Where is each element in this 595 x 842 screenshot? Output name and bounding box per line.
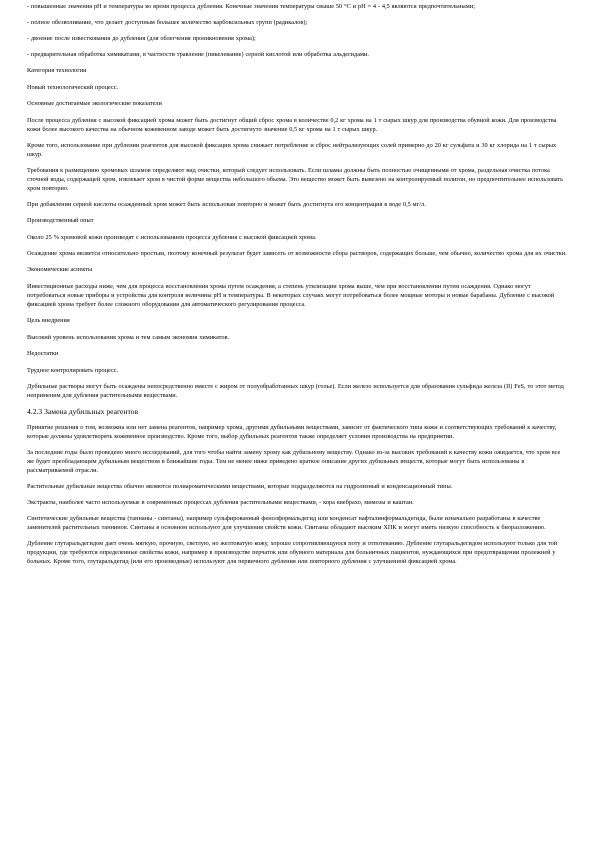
paragraph-difficult-control: Трудное контролировать процесс. bbox=[27, 367, 119, 374]
paragraph-recent-research: За последние годы было проведено много исследований, для того чтобы найти замену хрому как дубильному веществу. Однако из-за высоких требований к качеству кожи ожидается, что хром все же будет преобладающим дубильным веществом в ближайшие годы. Тем не менее ниже приведено краткое описание других дубильных веществ, которые могут быть использованы в рассматриваемой отрасли. bbox=[27, 449, 561, 474]
heading-environmental-indicators: Основные достигаемые экологические показатели bbox=[27, 100, 162, 107]
paragraph-investment-costs: Инвестиционные расходы ниже, чем для процесса восстановления хрома путем осаждения, а степень утилизации хрома выше, чем при восстановлении путем осаждения. Однако могут потребоваться новые приборы и устройства для контроля величины pH и температуры. В некоторых случаях могут потребоваться более мощные моторы и новые барабаны. Дубление с высокой фиксацией хрома требует более сложного оборудования для автоматического регулирования процесса. bbox=[27, 283, 555, 308]
paragraph-splitting: - двоение после известкования до дубления (для облегчения проникновения хрома); bbox=[27, 35, 256, 42]
paragraph-extracts: Экстракты, наиболее часто используемые в современных процессах дубления растительными веществами, - кора квебрахо, мимозы и каштан. bbox=[27, 499, 414, 506]
heading-technology-category: Категория технологии bbox=[27, 67, 87, 74]
paragraph-precipitation: Осаждение хрома является относительно простым, поэтому конечный результат будет зависеть от возможности сбора растворов, содержащих больше, чем обычно, количество хрома для их очистки. bbox=[27, 250, 567, 257]
paragraph-chrome-usage: Высокий уровень использования хрома и тем самым экономия химикатов. bbox=[27, 334, 230, 341]
paragraph-neutralizing-salts: Кроме того, использование при дублении реагентов для высокой фиксации хрома снижает потребление и сброс нейтрализующих солей примерно до 20 кг сульфата и 30 кг хлорида на 1 т сырых шкур. bbox=[27, 142, 557, 158]
paragraph-sludge-requirements: Требования к размещению хромовых шламов определяют вид очистки, который следует использовать. Если шламы должны быть полностью очищенными от хрома, раздельная очистка потока сточной воды, содержащей хром, извлекает хром в чистой форме вещества небольшого объема. Это вещество может быть вывезено на контролируемый полигон, но предпочтительнее использовать хром повторно. bbox=[27, 167, 564, 192]
heading-implementation-goal: Цель внедрения bbox=[27, 317, 70, 324]
section-heading-4-2-3: 4.2.3 Замена дубильных реагентов bbox=[27, 407, 139, 416]
heading-production-experience: Производственный опыт bbox=[27, 217, 94, 224]
heading-disadvantages: Недостатки bbox=[27, 350, 59, 357]
paragraph-synthetic-tannins: Синтетические дубильные вещества (таннаны - синтаны), например сульфированный фенолформальдегид или конденсат нафталинформальдегида, были изначально разработаны в качестве заменителей растительных таннинов. Синтаны в основном используют для улучшения свойств кожи. Синтаны обладают высоким ХПК и могут иметь низкую способность к биоразложению. bbox=[27, 515, 546, 531]
paragraph-full-deliming: - полное обезволивание, что делает доступным большее количество карбоксильных групп (радикалов); bbox=[27, 19, 308, 26]
paragraph-new-process: Новый технологический процесс. bbox=[27, 84, 119, 91]
paragraph-sulfuric-acid: При добавлении серной кислоты осажденный хром может быть использован повторно и может быть достигнута его концентрация в воде 0,5 мг/л. bbox=[27, 201, 426, 208]
paragraph-glutaraldehyde: Дубление глутаральдегидом дает очень мягкую, прочную, светлую, но желтоватую кожу, хорошо сопротивляющуюся поту и отпотеванию. Дубление глутаральдегидом используют только для той продукции, где требуются определенные свойства кожи, например в производстве перчаток или обувного материала для больничных пациентов, нуждающихся при предотвращении пролежней у больных. Кроме того, глутаральдегид (или его производные) используют для первичного дубления или повторного дубления с улучшенной фиксацией хрома. bbox=[27, 540, 558, 565]
paragraph-vegetable-tannins: Растительные дубильные вещества обычно являются полиароматическими веществами, которые подразделяются на гидролизный и конденсационный типы. bbox=[27, 483, 453, 490]
paragraph-pretreatment: - предварительная обработка химикатами, в частности травление (пикелевание) серной кислотой или обработка альдегидами. bbox=[27, 51, 369, 58]
paragraph-replacement-decision: Принятие решения о том, возможна или нет замена реагентов, например хрома, другими дубильными веществами, зависит от фактического типа кожи и соответствующих требований к качеству, которые должны удовлетворять кожевенное производство. Кроме того, выбор дубильных реагентов также определяет условия производства на предприятии. bbox=[27, 424, 557, 440]
heading-economic-aspects: Экономические аспекты bbox=[27, 266, 93, 273]
paragraph-25-percent: Около 25 % хромовой кожи производят с использованием процесса дубления с высокой фиксацией хрома. bbox=[27, 234, 317, 241]
paragraph-chrome-discharge: После процесса дубления с высокой фиксацией хрома может быть достигнут общий сброс хрома в количестве 0,2 кг хрома на 1 т сырых шкур для производства обувной кожи. Для производства кожи более высокого качества на обычном кожевенном заводе может быть достигнуто значение 0,5 кг хрома на 1 т сырых шкур. bbox=[27, 117, 557, 133]
paragraph-ph-temperature: - повышенные значения pH и температуры во время процесса дубления. Конечные значения температуры свыше 50 °C и pH = 4 - 4,5 являются предпочтительными; bbox=[27, 3, 475, 10]
document-page bbox=[27, 2, 569, 573]
paragraph-tanning-solutions: Дубильные растворы могут быть осаждены непосредственно вместе с жиром от полуобработанных шкур (голье). Если железо используется для образования сульфида железа (II) FeS, то этот метод неприменим для дубления растительными веществами. bbox=[27, 383, 564, 399]
